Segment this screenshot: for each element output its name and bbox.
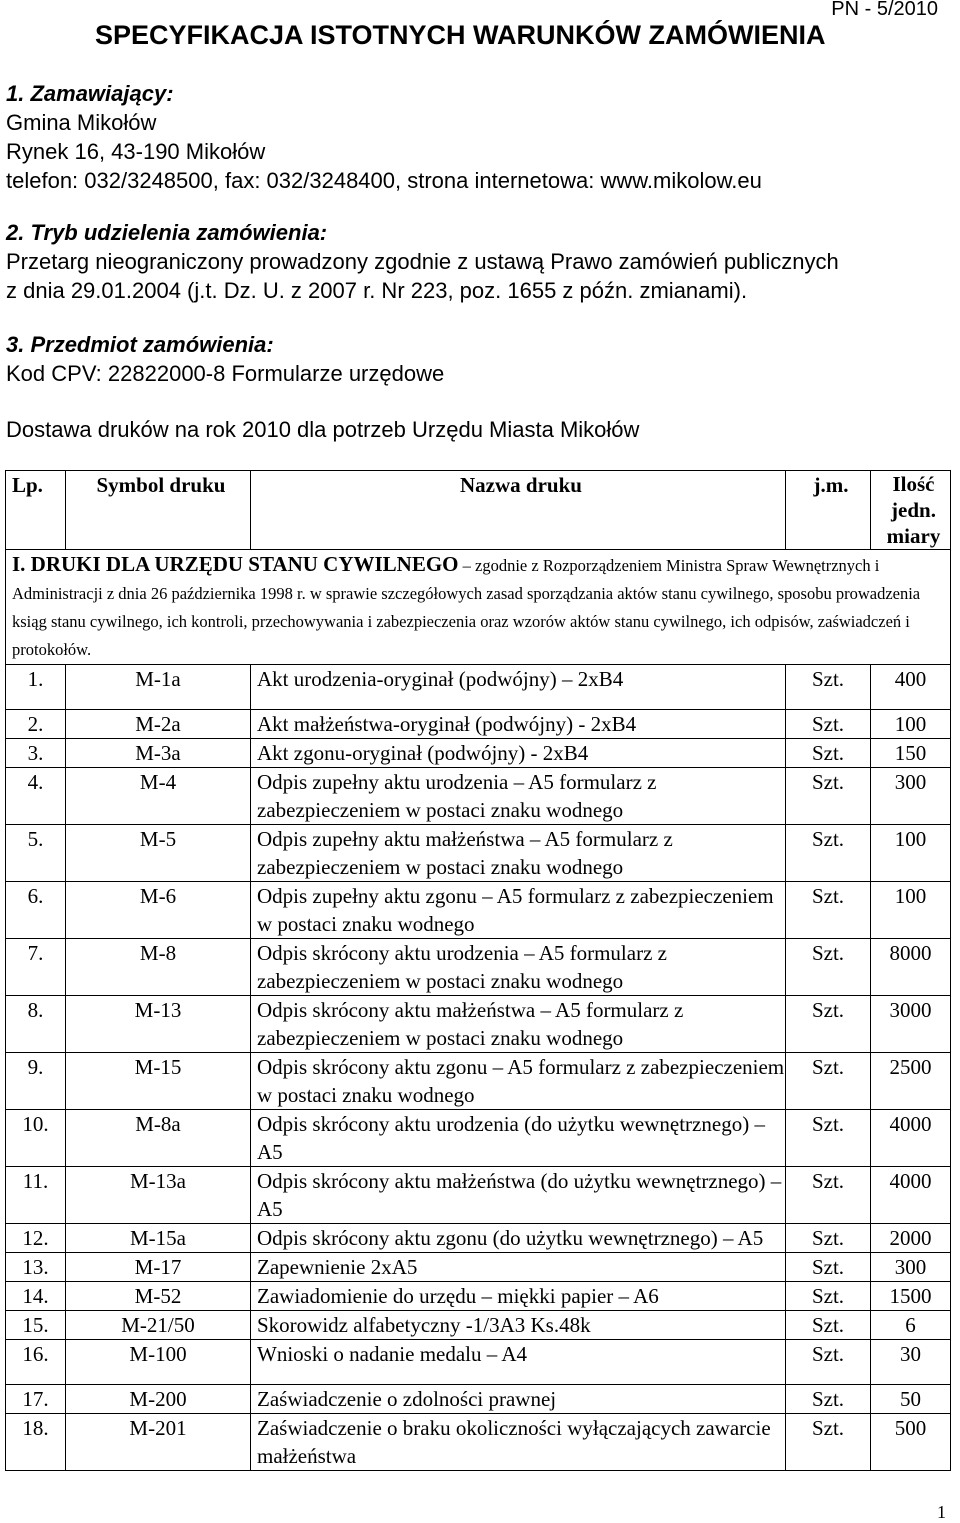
procedure-text: z dnia 29.01.2004 (j.t. Dz. U. z 2007 r. Nr 223, poz. 1655 z późn. zmianami). (6, 278, 748, 303)
row-lp: 13. (6, 1253, 66, 1282)
row-lp: 17. (6, 1385, 66, 1414)
row-name: Odpis skrócony aktu urodzenia (do użytku wewnętrznego) – A5 (251, 1110, 786, 1167)
section-description (6, 550, 951, 665)
row-unit: Szt. (786, 1340, 871, 1385)
row-lp: 7. (6, 939, 66, 996)
row-unit: Szt. (786, 825, 871, 882)
table-row (6, 739, 951, 768)
row-qty: 100 (871, 710, 951, 739)
table-row (6, 1311, 951, 1340)
row-symbol: M-15 (66, 1053, 251, 1110)
row-unit: Szt. (786, 1110, 871, 1167)
row-lp: 16. (6, 1340, 66, 1385)
header-qty-line: Ilość (892, 472, 935, 496)
page-number: 1 (937, 1502, 946, 1522)
row-symbol: M-13a (66, 1167, 251, 1224)
section-heading: 2. Tryb udzielenia zamówienia: (6, 220, 328, 245)
row-qty: 8000 (871, 939, 951, 996)
row-lp: 15. (6, 1311, 66, 1340)
row-qty: 50 (871, 1385, 951, 1414)
table-row (6, 1110, 951, 1167)
header-unit: j.m. (786, 471, 871, 550)
row-qty: 150 (871, 739, 951, 768)
section-title: I. DRUKI DLA URZĘDU STANU CYWILNEGO (12, 552, 459, 576)
row-symbol: M-21/50 (66, 1311, 251, 1340)
section-contracting-authority (6, 79, 762, 195)
section-text: zgodnie z Rozporządzeniem Ministra Spraw Wewnętrznych i Administracji z dnia 26 października 1998 r. w sprawie szczegółowych zasad sporządzania aktów stanu cywilnego, sposobu prowadzenia ksiąg stanu cywilnego, ich kontroli, przechowywania i zabezpieczenia oraz wzorów aktów stanu cywilnego, ich odpisów, zaświadczeń i protokołów. (12, 556, 921, 659)
row-lp: 6. (6, 882, 66, 939)
row-lp: 14. (6, 1282, 66, 1311)
row-unit: Szt. (786, 939, 871, 996)
authority-address: Rynek 16, 43-190 Mikołów (6, 139, 266, 164)
row-lp: 4. (6, 768, 66, 825)
row-unit: Szt. (786, 1224, 871, 1253)
row-qty: 4000 (871, 1110, 951, 1167)
row-unit: Szt. (786, 882, 871, 939)
row-qty: 2500 (871, 1053, 951, 1110)
document-number: PN - 5/2010 (831, 0, 938, 20)
header-name: Nazwa druku (251, 471, 786, 550)
table-header-row (6, 471, 951, 550)
row-name: Skorowidz alfabetyczny -1/3A3 Ks.48k (251, 1311, 786, 1340)
row-symbol: M-201 (66, 1414, 251, 1471)
row-name: Akt urodzenia-oryginał (podwójny) – 2xB4 (251, 665, 786, 710)
row-unit: Szt. (786, 1053, 871, 1110)
table-row (6, 710, 951, 739)
row-symbol: M-52 (66, 1282, 251, 1311)
authority-contact: telefon: 032/3248500, fax: 032/3248400, strona internetowa: www.mikolow.eu (6, 168, 762, 193)
row-symbol: M-2a (66, 710, 251, 739)
row-symbol: M-1a (66, 665, 251, 710)
row-unit: Szt. (786, 739, 871, 768)
section-procedure (6, 218, 839, 305)
table-row (6, 1414, 951, 1471)
section-subject (6, 330, 639, 444)
row-qty: 100 (871, 825, 951, 882)
table-row (6, 1282, 951, 1311)
row-unit: Szt. (786, 996, 871, 1053)
items-table (5, 470, 951, 1471)
row-name: Odpis skrócony aktu urodzenia – A5 formularz z zabezpieczeniem w postaci znaku wodnego (251, 939, 786, 996)
row-symbol: M-17 (66, 1253, 251, 1282)
row-symbol: M-8 (66, 939, 251, 996)
header-qty-line: miary (886, 524, 941, 548)
row-name: Zaświadczenie o braku okoliczności wyłączających zawarcie małżeństwa (251, 1414, 786, 1471)
procedure-text: Przetarg nieograniczony prowadzony zgodnie z ustawą Prawo zamówień publicznych (6, 249, 839, 274)
row-name: Odpis zupełny aktu małżeństwa – A5 formularz z zabezpieczeniem w postaci znaku wodnego (251, 825, 786, 882)
table-row (6, 939, 951, 996)
header-lp: Lp. (6, 471, 66, 550)
header-qty (871, 471, 951, 550)
row-lp: 1. (6, 665, 66, 710)
row-unit: Szt. (786, 1414, 871, 1471)
table-section-row (6, 550, 951, 665)
row-symbol: M-200 (66, 1385, 251, 1414)
row-symbol: M-3a (66, 739, 251, 768)
table-row (6, 882, 951, 939)
row-lp: 2. (6, 710, 66, 739)
row-qty: 100 (871, 882, 951, 939)
row-symbol: M-6 (66, 882, 251, 939)
row-name: Akt zgonu-oryginał (podwójny) - 2xB4 (251, 739, 786, 768)
table-row (6, 665, 951, 710)
table-row (6, 1385, 951, 1414)
subject-description: Dostawa druków na rok 2010 dla potrzeb Urzędu Miasta Mikołów (6, 417, 640, 442)
row-symbol: M-100 (66, 1340, 251, 1385)
header-symbol: Symbol druku (66, 471, 251, 550)
row-lp: 18. (6, 1414, 66, 1471)
row-qty: 500 (871, 1414, 951, 1471)
table-row (6, 996, 951, 1053)
section-heading: 3. Przedmiot zamówienia: (6, 332, 274, 357)
section-heading: 1. Zamawiający: (6, 81, 174, 106)
table-row (6, 768, 951, 825)
row-name: Wnioski o nadanie medalu – A4 (251, 1340, 786, 1385)
header-qty-line: jedn. (891, 498, 936, 522)
row-qty: 300 (871, 768, 951, 825)
row-name: Odpis skrócony aktu małżeństwa – A5 formularz z zabezpieczeniem w postaci znaku wodnego (251, 996, 786, 1053)
row-qty: 3000 (871, 996, 951, 1053)
row-symbol: M-15a (66, 1224, 251, 1253)
row-name: Zapewnienie 2xA5 (251, 1253, 786, 1282)
row-symbol: M-4 (66, 768, 251, 825)
row-lp: 10. (6, 1110, 66, 1167)
row-unit: Szt. (786, 1167, 871, 1224)
row-symbol: M-5 (66, 825, 251, 882)
row-name: Odpis zupełny aktu zgonu – A5 formularz z zabezpieczeniem w postaci znaku wodnego (251, 882, 786, 939)
row-unit: Szt. (786, 768, 871, 825)
row-qty: 6 (871, 1311, 951, 1340)
section-dash: – (458, 556, 476, 575)
cpv-code: Kod CPV: 22822000-8 Formularze urzędowe (6, 361, 445, 386)
row-unit: Szt. (786, 665, 871, 710)
row-qty: 300 (871, 1253, 951, 1282)
row-unit: Szt. (786, 1282, 871, 1311)
row-symbol: M-13 (66, 996, 251, 1053)
row-unit: Szt. (786, 1385, 871, 1414)
row-qty: 30 (871, 1340, 951, 1385)
row-qty: 2000 (871, 1224, 951, 1253)
table-row (6, 825, 951, 882)
row-lp: 5. (6, 825, 66, 882)
row-name: Akt małżeństwa-oryginał (podwójny) - 2xB4 (251, 710, 786, 739)
row-name: Odpis skrócony aktu małżeństwa (do użytku wewnętrznego) – A5 (251, 1167, 786, 1224)
page-title: SPECYFIKACJA ISTOTNYCH WARUNKÓW ZAMÓWIENIA (95, 20, 826, 50)
row-name: Odpis skrócony aktu zgonu (do użytku wewnętrznego) – A5 (251, 1224, 786, 1253)
row-qty: 4000 (871, 1167, 951, 1224)
row-qty: 1500 (871, 1282, 951, 1311)
row-lp: 12. (6, 1224, 66, 1253)
table-row (6, 1253, 951, 1282)
table-row (6, 1053, 951, 1110)
row-unit: Szt. (786, 1311, 871, 1340)
row-qty: 400 (871, 665, 951, 710)
table-row (6, 1167, 951, 1224)
authority-name: Gmina Mikołów (6, 110, 157, 135)
table-row (6, 1340, 951, 1385)
row-name: Zaświadczenie o zdolności prawnej (251, 1385, 786, 1414)
row-lp: 3. (6, 739, 66, 768)
row-unit: Szt. (786, 710, 871, 739)
row-unit: Szt. (786, 1253, 871, 1282)
row-symbol: M-8a (66, 1110, 251, 1167)
row-lp: 8. (6, 996, 66, 1053)
table-row (6, 1224, 951, 1253)
row-name: Zawiadomienie do urzędu – miękki papier – A6 (251, 1282, 786, 1311)
row-name: Odpis skrócony aktu zgonu – A5 formularz z zabezpieczeniem w postaci znaku wodnego (251, 1053, 786, 1110)
row-lp: 11. (6, 1167, 66, 1224)
row-name: Odpis zupełny aktu urodzenia – A5 formularz z zabezpieczeniem w postaci znaku wodnego (251, 768, 786, 825)
row-lp: 9. (6, 1053, 66, 1110)
